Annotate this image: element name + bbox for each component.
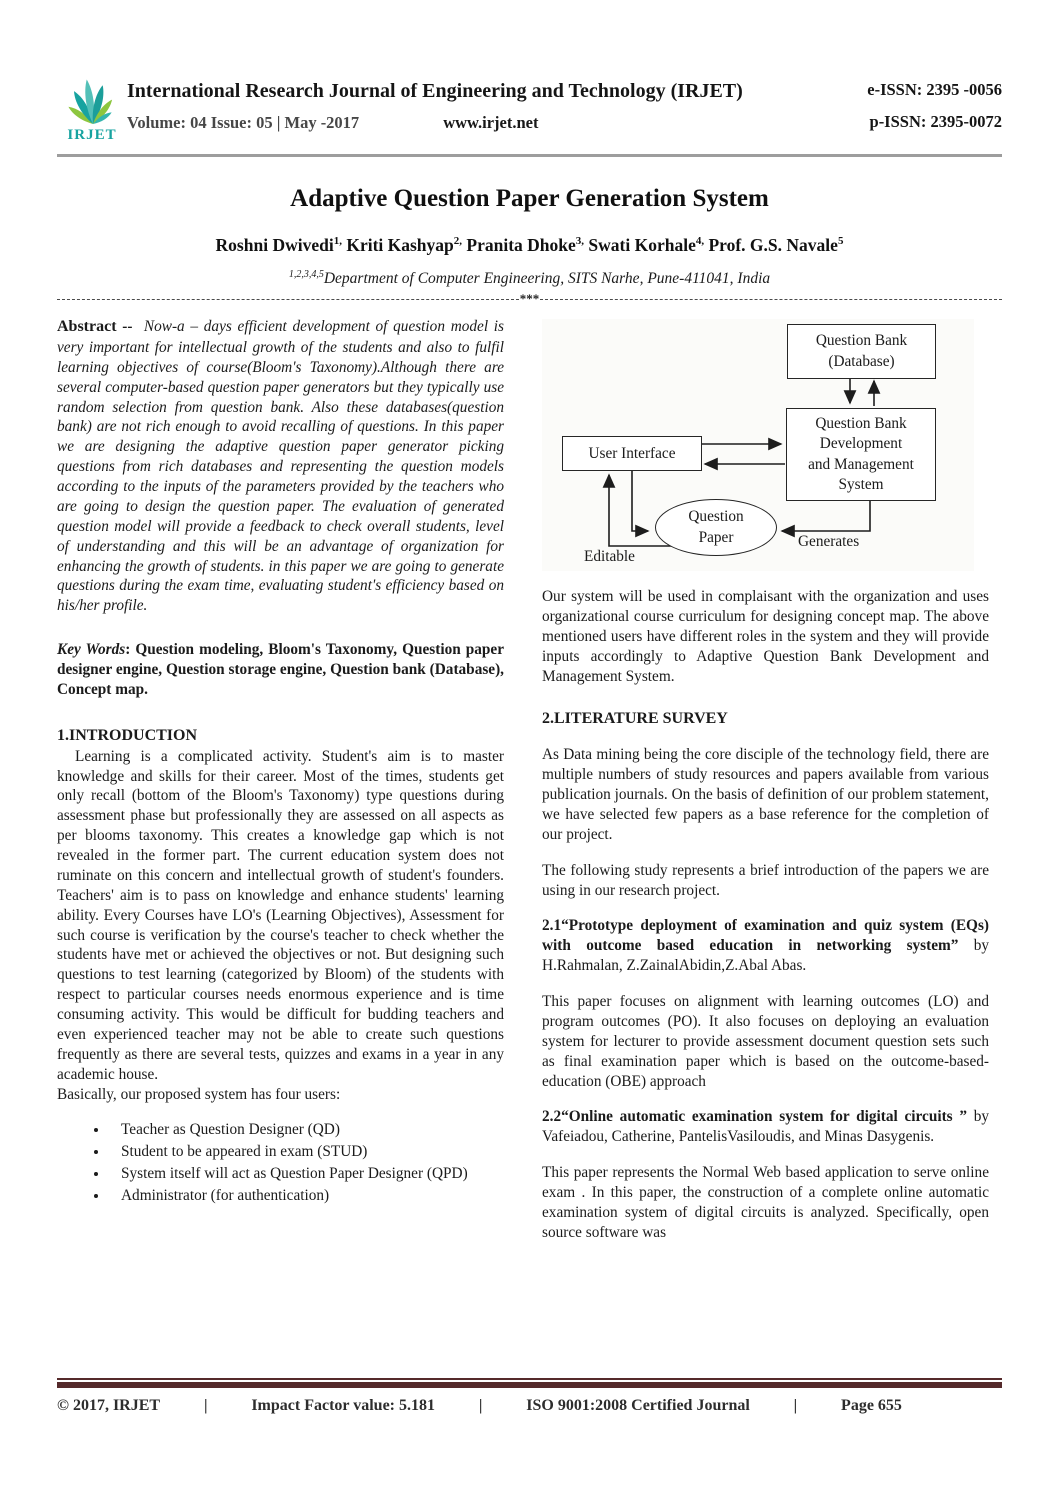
abstract-label: Abstract <box>57 318 117 336</box>
affiliation: $^{1,2,3,4,5}$Department of Computer Engineering, SITS Narhe, Pune-411041, India <box>288 269 771 288</box>
user-roles-list <box>57 1120 504 1206</box>
abstract-dashes: -- <box>122 318 133 336</box>
figure-label-generates: Generates <box>798 533 860 551</box>
footer-divider-thin <box>57 1378 1002 1380</box>
keywords-body: : Question modeling, Bloom's Taxonomy, Question paper designer engine, Question storage engine, Question bank (Database), Concept map. <box>57 641 505 698</box>
author-name: Roshni Dwivedi$^{1,}$ <box>215 235 342 255</box>
irjet-leaves-icon <box>63 72 121 124</box>
reference-2-2-body: This paper represents the Normal Web based application to serve online exam . In this paper, the construction of a complete online automatic examination system of digital circuits is analyzed. Specifically, open source software was <box>542 1164 989 1241</box>
journal-website-link[interactable]: www.irjet.net <box>443 113 539 132</box>
page-footer <box>57 1378 1002 1415</box>
author-list <box>57 235 1002 256</box>
title-separator <box>57 292 1002 306</box>
author-name: Swati Korhale$^{4,}$ <box>584 235 705 255</box>
footer-copyright: © 2017, IRJET <box>57 1397 161 1414</box>
users-intro-line: Basically, our proposed system has four users: <box>57 1085 341 1103</box>
footer-iso: ISO 9001:2008 Certified Journal <box>526 1397 750 1414</box>
e-issn: e-ISSN: 2395 -0056 <box>867 80 1002 99</box>
journal-header <box>57 72 1002 144</box>
keywords-paragraph <box>57 640 504 700</box>
section-heading-literature-survey: 2.LITERATURE SURVEY <box>542 709 728 727</box>
footer-separator: | <box>203 1397 208 1414</box>
paper-title: Adaptive Question Paper Generation System <box>290 185 769 212</box>
header-divider <box>57 154 1002 157</box>
literature-paragraph-2: The following study represents a brief introduction of the papers we are using in our research project. <box>542 861 989 899</box>
reference-2-1-body: This paper focuses on alignment with learning outcomes (LO) and program outcomes (PO). It also focuses on deploying an evaluation system for lecturer to provide assessment document question sets such as final examination paper which is based on the outcome-based-education (OBE) approach <box>542 993 989 1090</box>
figure-node-question-bank: Question Bank (Database) <box>787 324 936 379</box>
right-column <box>542 317 989 1243</box>
author-name: Pranita Dhoke$^{3,}$ <box>462 235 585 255</box>
reference-2-1-heading: 2.1“Prototype deployment of examination and quiz system (EQs) with outcome based education in networking system” by H.Rahmalan, Z.ZainalAbidin,Z.Abal Abas. <box>542 917 989 975</box>
figure-node-question-paper: Question Paper <box>655 499 777 556</box>
figure-node-qb-development-management: Question Bank Development and Management System <box>786 408 936 501</box>
irjet-logo <box>57 72 127 144</box>
irjet-logo-text: IRJET <box>67 127 117 143</box>
list-item: • Teacher as Question Designer (QD) <box>109 1120 504 1140</box>
footer-impact-factor: Impact Factor value: 5.181 <box>251 1397 435 1414</box>
footer-divider-thick <box>57 1382 1002 1388</box>
journal-volume-issue: Volume: 04 Issue: 05 | May -2017 <box>127 113 360 132</box>
dash-rule <box>540 299 1002 300</box>
journal-title: International Research Journal of Engineering and Technology (IRJET) <box>127 80 743 102</box>
abstract-paragraph <box>57 317 504 616</box>
figure-node-user-interface: User Interface <box>562 436 702 471</box>
footer-separator: | <box>793 1397 798 1414</box>
p-issn: p-ISSN: 2395-0072 <box>869 112 1002 131</box>
left-column <box>57 317 504 1243</box>
literature-paragraph-1: As Data mining being the core disciple of the technology field, there are multiple numbers of study resources and papers available from various publication journals. On the basis of definition of our problem statement, we have selected few papers as a base reference for the completion of our project. <box>542 746 989 843</box>
reference-2-2-heading: 2.2“Online automatic examination system for digital circuits ” by Vafeiadou, Catherine, PantelisVasiloudis, and Minas Dasygenis. <box>542 1108 989 1146</box>
list-item: • Student to be appeared in exam (STUD) <box>109 1142 504 1162</box>
abstract-body: Now-a – days efficient development of question model is very important for intellectual growth of the students and also to fulfil learning objectives of course(Bloom's Taxonomy).Although there are several computer-based question paper generators but they typically use random selection from question bank. Also these databases(question bank) are not rich enough to avoid recalling of questions. In this paper we are designing the adaptive question paper generator picking questions from rich databases and representing the question models according to the inputs of the parameters provided by the teachers who are going to design the question paper. The evaluation of generated question model will provide a feedback to check overall students, level of understanding and this will be an advantage of organization for enhancing the growth of students. in this paper we are going to generate questions during the exam time, evaluating student's efficiency based on his/her profile. <box>57 318 504 615</box>
dash-rule <box>57 299 519 300</box>
author-name: Prof. G.S. Navale$^5$ <box>704 235 844 255</box>
footer-separator: | <box>478 1397 483 1414</box>
system-architecture-figure <box>542 319 974 571</box>
footer-page-number: Page 655 <box>841 1397 902 1414</box>
introduction-body: Learning is a complicated activity. Student's aim is to master knowledge and skills for their career. Most of the times, students get only recall (bottom of the Bloom's Taxonomy) type questions during assessment phase but professionally they are assessed on all aspects as per blooms taxonomy. This creates a knowledge gap which is not revealed in the former part. The current education system does not ruminate on this concern and intellectual growth of student's founders. Teachers' aim is to pass on knowledge and enhance students' learning ability. Every Courses have LO's (Learning Objectives), Assessment for such course is verification by the course's teacher to check whether the students have met or achieved the objectives or not. But designing such questions to test learning (categorized by Bloom) of the students with respect to particular courses needs enormous experience and is time consuming activity. This would be difficult for budding teachers and even experienced teacher may not be able to create such questions frequently as there are several tests, quizzes and exams in a year in any academic house. <box>57 747 504 1083</box>
list-item: • System itself will act as Question Paper Designer (QPD) <box>109 1164 504 1184</box>
figure-label-editable: Editable <box>584 548 635 566</box>
list-item: • Administrator (for authentication) <box>109 1186 504 1206</box>
keywords-label: Key Words <box>57 641 126 659</box>
section-heading-introduction: 1.INTRODUCTION <box>57 726 198 744</box>
system-usage-paragraph: Our system will be used in complaisant with the organization and uses organizational course curriculum for designing concept map. The above mentioned users have different roles in the system and they will provide inputs accordingly to Adaptive Question Bank Development and Management System. <box>542 588 989 685</box>
separator-stars: *** <box>519 291 540 307</box>
author-name: Kriti Kashyap$^{2,}$ <box>341 235 463 255</box>
